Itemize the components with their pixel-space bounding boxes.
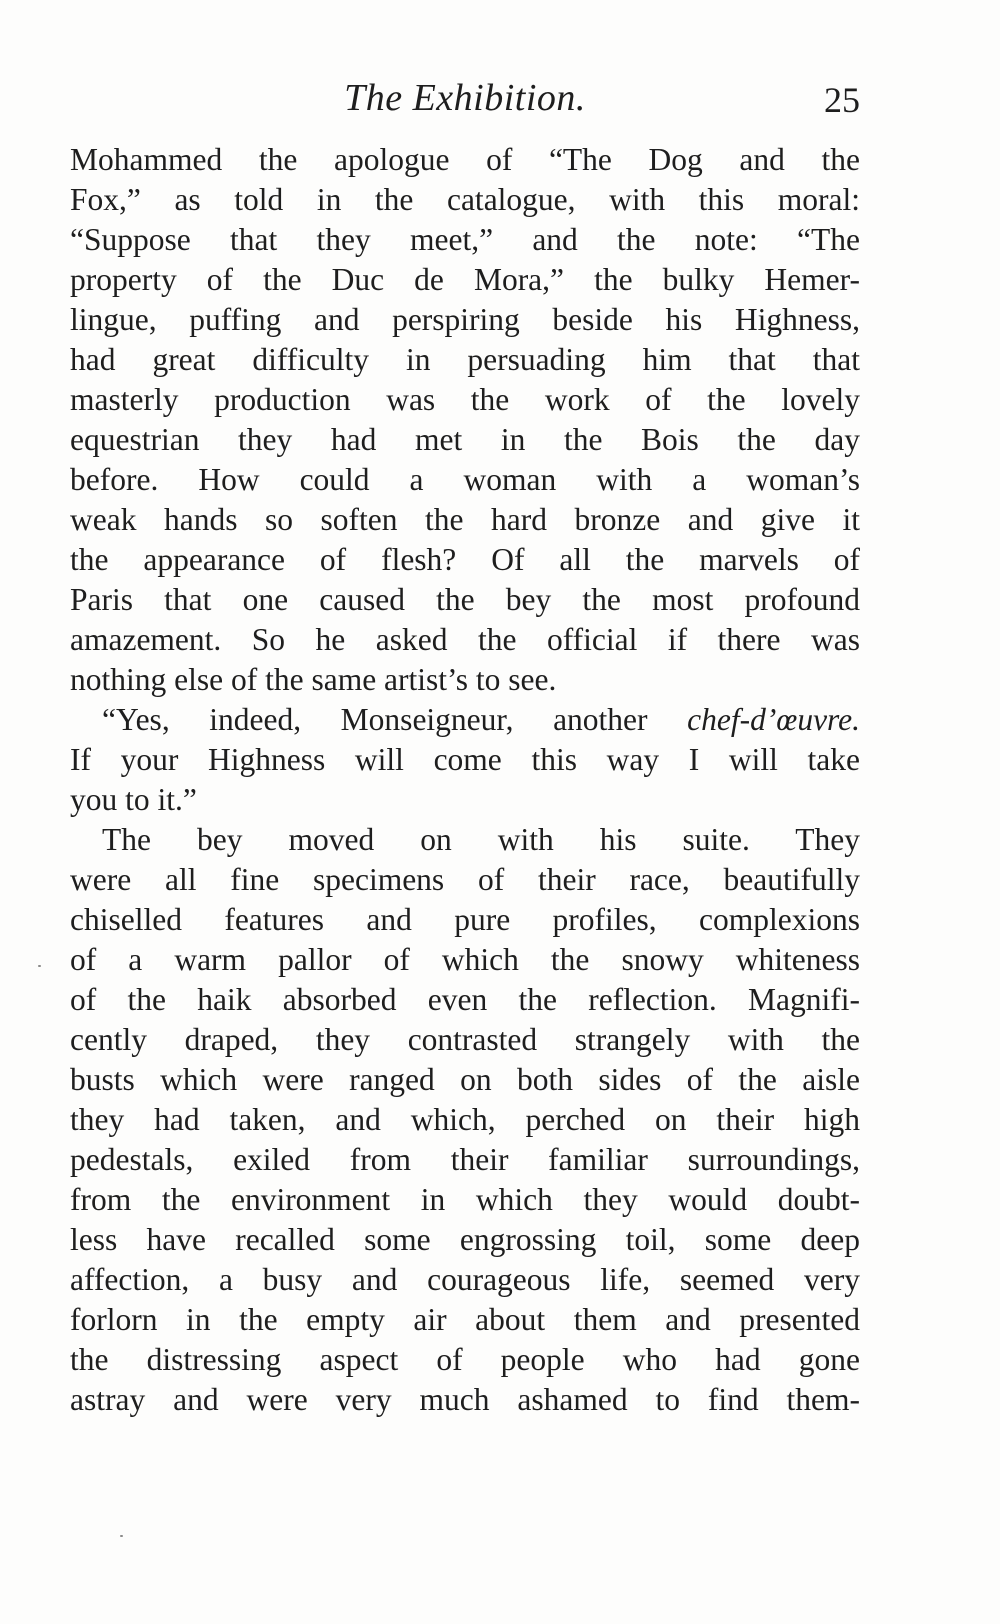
- paragraph-2: [70, 700, 860, 820]
- text-line: less have recalled some engrossing toil, some deep: [70, 1222, 860, 1257]
- text-line: before. How could a woman with a woman’s: [70, 462, 860, 497]
- text-line: equestrian they had met in the Bois the day: [70, 422, 860, 457]
- text-line: masterly production was the work of the lovely: [70, 382, 860, 417]
- text-line: busts which were ranged on both sides of the aisle: [70, 1062, 860, 1097]
- text-line: “Suppose that they meet,” and the note: “The: [70, 222, 860, 257]
- paper-speck: [38, 965, 41, 967]
- text-line: chiselled features and pure profiles, complexions: [70, 902, 860, 937]
- text-line: Paris that one caused the bey the most profound: [70, 582, 860, 617]
- page-number: 25: [824, 80, 860, 120]
- paragraph-3: [70, 820, 860, 1420]
- text-line: astray and were very much ashamed to find them-: [70, 1382, 860, 1417]
- text-line: Mohammed the apologue of “The Dog and the: [70, 142, 860, 177]
- line-prefix: “Yes, indeed, Monseigneur, another: [102, 702, 688, 737]
- text-line: cently draped, they contrasted strangely with the: [70, 1022, 860, 1057]
- text-line: pedestals, exiled from their familiar surroundings,: [70, 1142, 860, 1177]
- text-line: the distressing aspect of people who had gone: [70, 1342, 860, 1377]
- text-line: weak hands so soften the hard bronze and give it: [70, 502, 860, 537]
- running-title: The Exhibition.: [344, 77, 586, 119]
- body-text: [70, 140, 860, 1420]
- text-line: were all fine specimens of their race, beautifully: [70, 862, 860, 897]
- text-line-with-italic: [70, 700, 860, 740]
- paragraph-1: [70, 140, 860, 700]
- text-line: property of the Duc de Mora,” the bulky Hemer-: [70, 262, 860, 297]
- text-line: they had taken, and which, perched on their high: [70, 1102, 860, 1137]
- text-line: If your Highness will come this way I will take: [70, 742, 860, 777]
- text-line: of the haik absorbed even the reflection. Magnifi-: [70, 982, 860, 1017]
- text-line: you to it.”: [70, 782, 197, 817]
- page-header: [70, 68, 860, 128]
- italic-phrase: chef-d’œuvre.: [687, 702, 860, 737]
- text-line: affection, a busy and courageous life, seemed very: [70, 1262, 860, 1297]
- text-line: The bey moved on with his suite. They: [102, 822, 860, 857]
- text-line: lingue, puffing and perspiring beside his Highness,: [70, 302, 860, 337]
- text-line: forlorn in the empty air about them and presented: [70, 1302, 860, 1337]
- text-line: of a warm pallor of which the snowy whiteness: [70, 942, 860, 977]
- text-line: nothing else of the same artist’s to see.: [70, 662, 557, 697]
- text-line: had great difficulty in persuading him that that: [70, 342, 860, 377]
- text-line: the appearance of flesh? Of all the marvels of: [70, 542, 860, 577]
- paper-speck: [120, 1535, 123, 1537]
- text-line: from the environment in which they would doubt-: [70, 1182, 860, 1217]
- text-line: Fox,” as told in the catalogue, with this moral:: [70, 182, 860, 217]
- text-line: amazement. So he asked the official if there was: [70, 622, 860, 657]
